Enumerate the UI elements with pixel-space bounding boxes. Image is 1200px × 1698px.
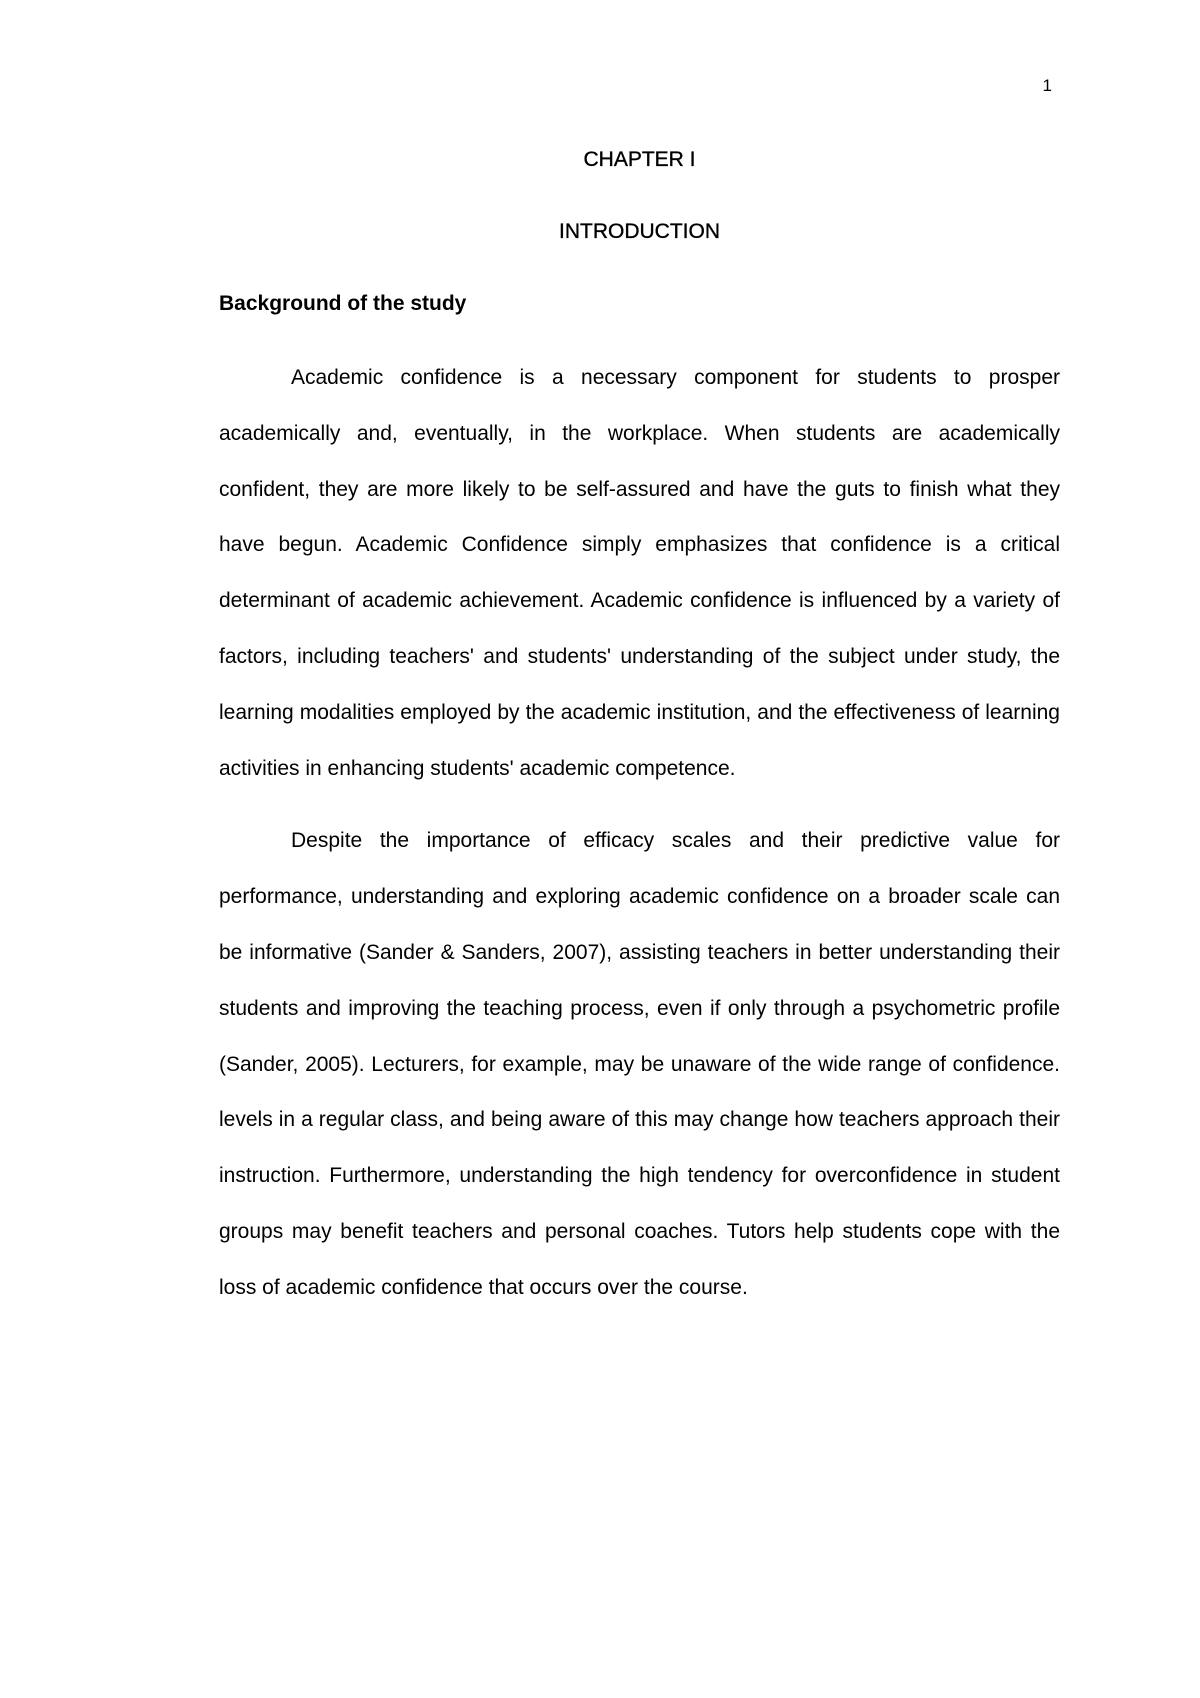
section-heading: Background of the study xyxy=(219,292,467,315)
page-number: 1 xyxy=(1042,76,1052,95)
body-paragraph: Despite the importance of efficacy scales and their predictive value for performance, understanding and exploring academic confidence on a broader scale can be informative (Sander & Sanders, 2007), assisting teachers in better understanding their students and improving the teaching process, even if only through a psychometric profile (Sander, 2005). Lecturers, for example, may be unaware of the wide range of confidence. levels in a regular class, and being aware of this may change how teachers approach their instruction. Furthermore, understanding the high tendency for overconfidence in student groups may benefit teachers and personal coaches. Tutors help students cope with the loss of academic confidence that occurs over the course. xyxy=(219,829,1060,1299)
chapter-title: INTRODUCTION xyxy=(559,220,720,243)
body-paragraph: Academic confidence is a necessary component for students to prosper academically and, eventually, in the workplace. When students are academically confident, they are more likely to be self-assured and have the guts to finish what they have begun. Academic Confidence simply emphasizes that confidence is a critical determinant of academic achievement. Academic confidence is influenced by a variety of factors, including teachers' and students' understanding of the subject under study, the learning modalities employed by the academic institution, and the effectiveness of learning activities in enhancing students' academic competence. xyxy=(219,366,1060,780)
text-column xyxy=(219,140,1060,1333)
chapter-label: CHAPTER I xyxy=(583,148,696,171)
